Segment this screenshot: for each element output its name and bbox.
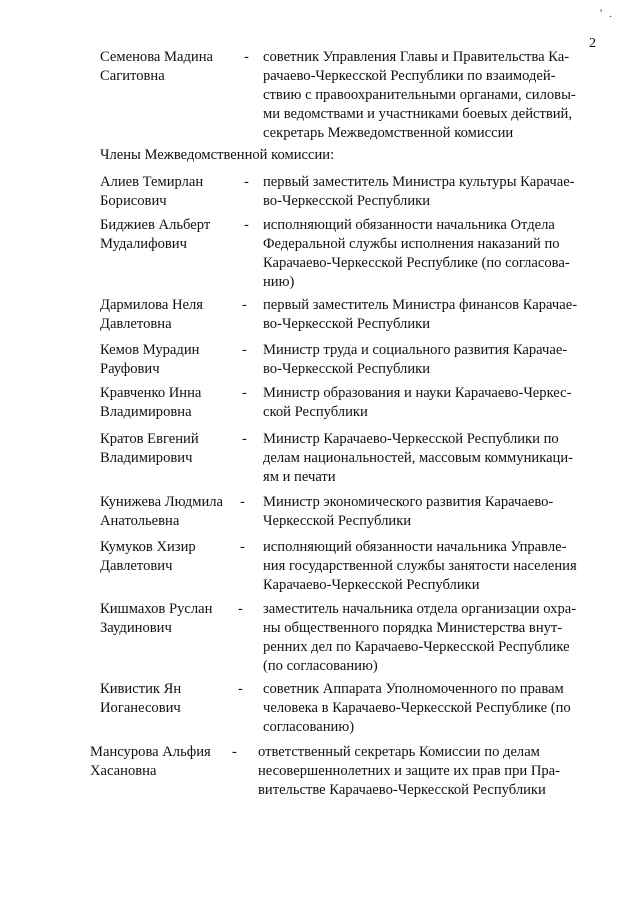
member-position: Министр образования и науки Карачаево-Черкес- ской Республики [263,385,572,420]
entry-dash: - [240,494,245,510]
member-name: Мансурова Альфия Хасановна [90,744,211,779]
members-heading: Члены Межведомственной комиссии: [100,147,335,163]
page-number: 2 [589,36,596,51]
member-name: Кемов Мурадин Рауфович [100,342,200,377]
member-position: ответственный секретарь Комиссии по делам несовершеннолетних и защите их прав при Пра- вительстве Карачаево-Черкесской Республики [258,744,561,798]
entry-dash: - [242,385,247,401]
member-position: исполняющий обязанности начальника Управле- ния государственной службы занятости населения Карачаево-Черкесской Республики [263,539,577,593]
member-name: Биджиев Альберт Мудалифович [100,217,211,252]
member-name: Алиев Темирлан Борисович [100,174,204,209]
entry-dash: - [242,297,247,313]
member-position: Министр Карачаево-Черкесской Республики по делам национальностей, массовым коммуникаци- ям и печати [263,431,574,485]
member-position: исполняющий обязанности начальника Отдела Федеральной службы исполнения наказаний по Карачаево-Черкесской Республике (по согласова- нию) [263,217,570,290]
entry-dash: - [238,681,243,697]
entry-dash: - [242,342,247,358]
entry-dash: - [240,539,245,555]
corner-marks: ' . [600,6,615,20]
member-name: Кравченко Инна Владимировна [100,385,202,420]
member-name: Кумуков Хизир Давлетович [100,539,196,574]
member-name: Семенова Мадина Сагитовна [100,49,214,84]
entry-dash: - [244,49,249,65]
entry-dash: - [232,744,237,760]
member-name: Дармилова Неля Давлетовна [100,297,203,332]
entry-dash: - [244,217,249,233]
member-position: советник Управления Главы и Правительства Ка- рачаево-Черкесской Республики по взаимодей- ствию с правоохранительными органами, силовы- ми ведомствами и участниками боевых действий, секретарь Межведомственной комиссии [263,49,576,141]
entry-dash: - [244,174,249,190]
member-position: Министр труда и социального развития Карачае- во-Черкесской Республики [263,342,568,377]
member-name: Кратов Евгений Владимирович [100,431,199,466]
member-position: первый заместитель Министра культуры Карачае- во-Черкесской Республики [263,174,575,209]
entry-dash: - [238,601,243,617]
member-position: советник Аппарата Уполномоченного по правам человека в Карачаево-Черкесской Республике (по согласованию) [263,681,571,735]
member-position: Министр экономического развития Карачаево- Черкесской Республики [263,494,554,529]
member-name: Кунижева Людмила Анатольевна [100,494,224,529]
entry-dash: - [242,431,247,447]
member-position: первый заместитель Министра финансов Карачае- во-Черкесской Республики [263,297,578,332]
member-name: Кивистик Ян Иоганесович [100,681,182,716]
member-name: Кишмахов Руслан Заудинович [100,601,213,636]
member-position: заместитель начальника отдела организации охра- ны общественного порядка Министерства внут- ренних дел по Карачаево-Черкесской Республике (по согласованию) [263,601,577,674]
